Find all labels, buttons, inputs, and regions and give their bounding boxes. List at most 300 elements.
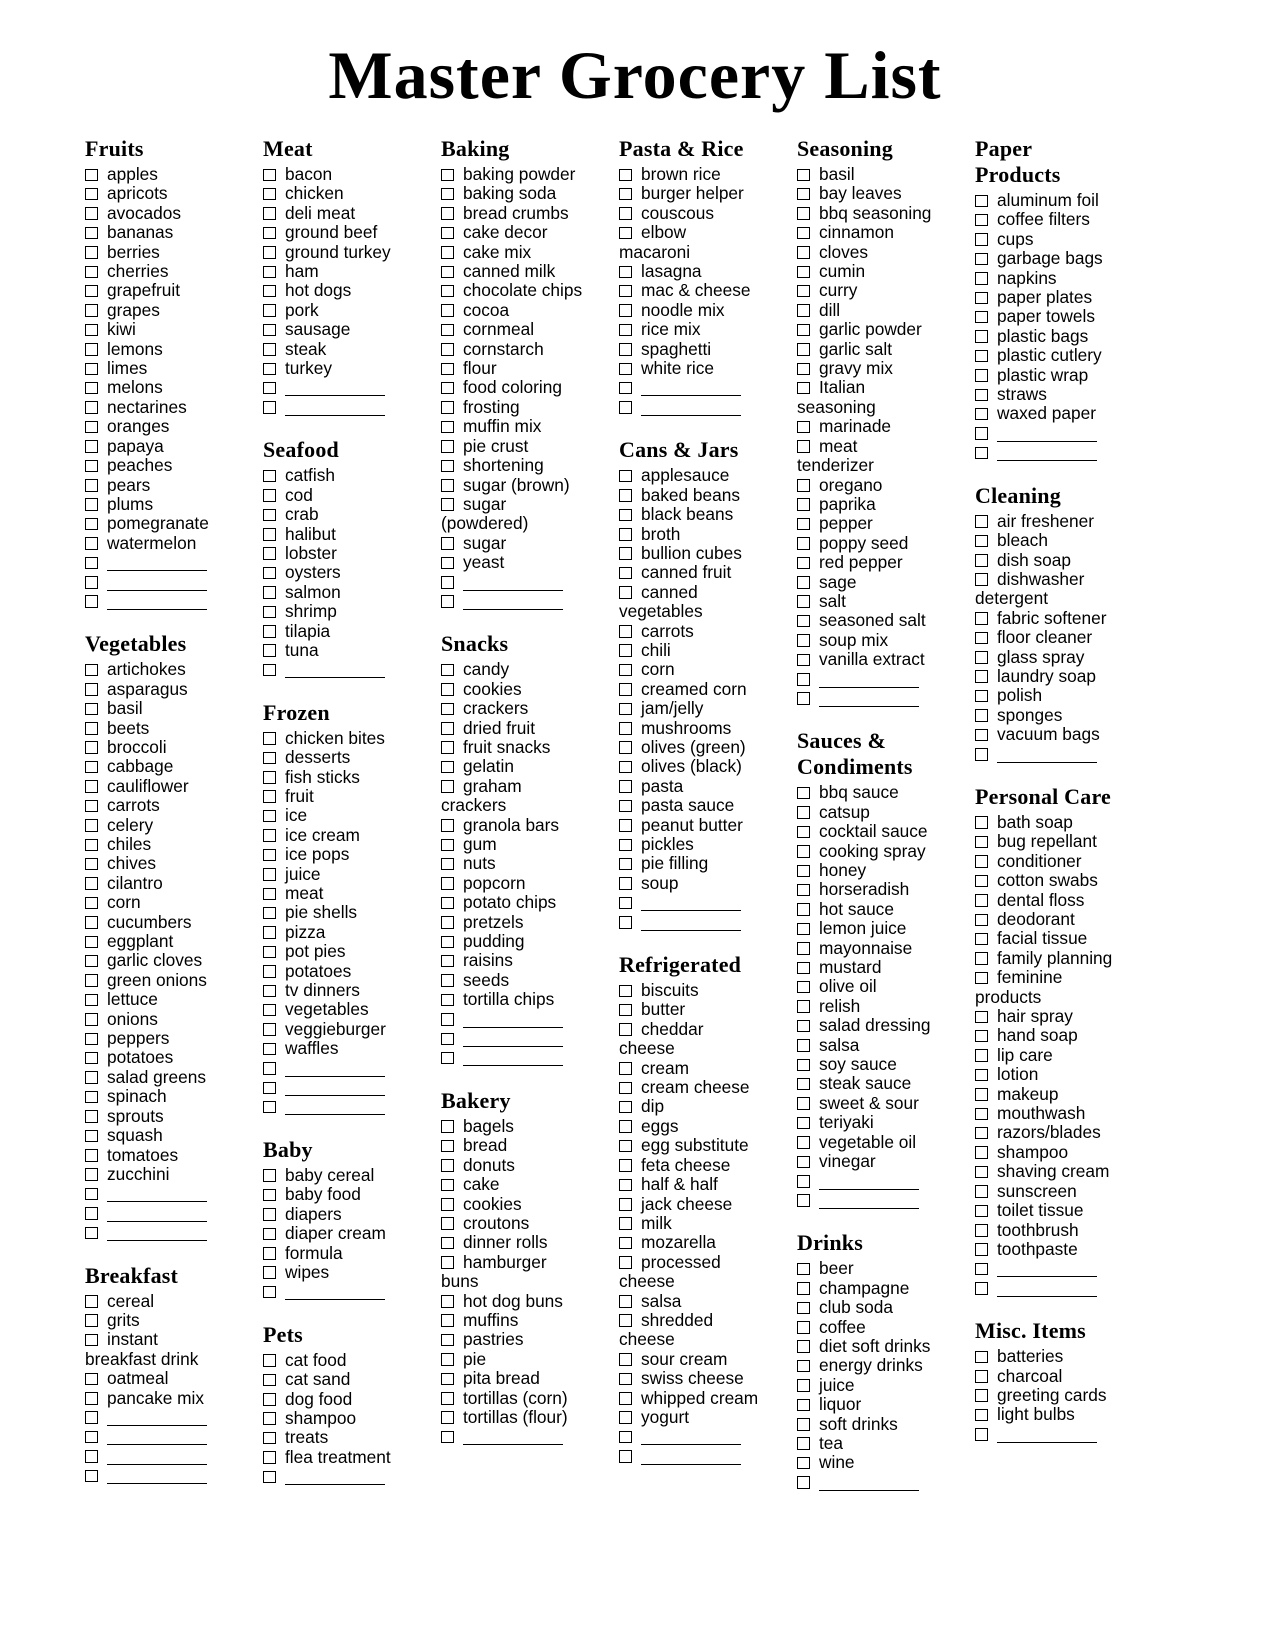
checkbox-icon[interactable] xyxy=(85,683,98,696)
write-in-line[interactable] xyxy=(285,382,385,396)
checkbox-icon[interactable] xyxy=(619,188,632,201)
checkbox-icon[interactable] xyxy=(263,188,276,201)
checkbox-icon[interactable] xyxy=(85,703,98,716)
checkbox-icon[interactable] xyxy=(797,595,810,608)
checkbox-icon[interactable] xyxy=(975,1243,988,1256)
checkbox-icon[interactable] xyxy=(975,369,988,382)
write-in-line[interactable] xyxy=(997,447,1097,461)
checkbox-icon[interactable] xyxy=(975,1224,988,1237)
checkbox-icon[interactable] xyxy=(975,1282,988,1295)
checkbox-icon[interactable] xyxy=(85,1071,98,1084)
checkbox-icon[interactable] xyxy=(975,1428,988,1441)
checkbox-icon[interactable] xyxy=(85,207,98,220)
write-in-line[interactable] xyxy=(819,674,919,688)
write-in-line[interactable] xyxy=(107,1188,207,1202)
checkbox-icon[interactable] xyxy=(263,1082,276,1095)
checkbox-icon[interactable] xyxy=(85,955,98,968)
checkbox-icon[interactable] xyxy=(797,1117,810,1130)
checkbox-icon[interactable] xyxy=(797,865,810,878)
write-in-line[interactable] xyxy=(463,1014,563,1028)
checkbox-icon[interactable] xyxy=(441,1033,454,1046)
checkbox-icon[interactable] xyxy=(263,1247,276,1260)
write-in-line[interactable] xyxy=(463,577,563,591)
checkbox-icon[interactable] xyxy=(441,664,454,677)
checkbox-icon[interactable] xyxy=(619,470,632,483)
write-in-line[interactable] xyxy=(463,1052,563,1066)
write-in-line[interactable] xyxy=(463,1431,563,1445)
checkbox-icon[interactable] xyxy=(263,664,276,677)
checkbox-icon[interactable] xyxy=(441,557,454,570)
checkbox-icon[interactable] xyxy=(263,285,276,298)
checkbox-icon[interactable] xyxy=(85,401,98,414)
checkbox-icon[interactable] xyxy=(975,933,988,946)
checkbox-icon[interactable] xyxy=(975,573,988,586)
checkbox-icon[interactable] xyxy=(263,547,276,560)
checkbox-icon[interactable] xyxy=(619,1373,632,1386)
checkbox-icon[interactable] xyxy=(797,1263,810,1276)
checkbox-icon[interactable] xyxy=(619,1256,632,1269)
checkbox-icon[interactable] xyxy=(619,1101,632,1114)
checkbox-icon[interactable] xyxy=(975,651,988,664)
checkbox-icon[interactable] xyxy=(85,557,98,570)
checkbox-icon[interactable] xyxy=(975,535,988,548)
checkbox-icon[interactable] xyxy=(441,169,454,182)
checkbox-icon[interactable] xyxy=(441,819,454,832)
checkbox-icon[interactable] xyxy=(975,914,988,927)
checkbox-icon[interactable] xyxy=(263,266,276,279)
checkbox-icon[interactable] xyxy=(85,839,98,852)
checkbox-icon[interactable] xyxy=(619,1082,632,1095)
checkbox-icon[interactable] xyxy=(975,1146,988,1159)
checkbox-icon[interactable] xyxy=(85,1052,98,1065)
checkbox-icon[interactable] xyxy=(619,169,632,182)
checkbox-icon[interactable] xyxy=(619,1120,632,1133)
checkbox-icon[interactable] xyxy=(263,946,276,959)
checkbox-icon[interactable] xyxy=(263,1228,276,1241)
checkbox-icon[interactable] xyxy=(85,1013,98,1026)
checkbox-icon[interactable] xyxy=(797,557,810,570)
checkbox-icon[interactable] xyxy=(619,547,632,560)
checkbox-icon[interactable] xyxy=(619,1450,632,1463)
checkbox-icon[interactable] xyxy=(263,382,276,395)
checkbox-icon[interactable] xyxy=(263,1432,276,1445)
checkbox-icon[interactable] xyxy=(85,1091,98,1104)
checkbox-icon[interactable] xyxy=(441,363,454,376)
checkbox-icon[interactable] xyxy=(797,903,810,916)
checkbox-icon[interactable] xyxy=(797,266,810,279)
checkbox-icon[interactable] xyxy=(263,207,276,220)
checkbox-icon[interactable] xyxy=(619,1353,632,1366)
checkbox-icon[interactable] xyxy=(85,994,98,1007)
write-in-line[interactable] xyxy=(107,1412,207,1426)
checkbox-icon[interactable] xyxy=(85,800,98,813)
checkbox-icon[interactable] xyxy=(441,780,454,793)
checkbox-icon[interactable] xyxy=(263,752,276,765)
checkbox-icon[interactable] xyxy=(797,285,810,298)
checkbox-icon[interactable] xyxy=(263,1169,276,1182)
checkbox-icon[interactable] xyxy=(263,849,276,862)
checkbox-icon[interactable] xyxy=(441,440,454,453)
checkbox-icon[interactable] xyxy=(797,1379,810,1392)
checkbox-icon[interactable] xyxy=(441,421,454,434)
checkbox-icon[interactable] xyxy=(619,304,632,317)
checkbox-icon[interactable] xyxy=(797,304,810,317)
checkbox-icon[interactable] xyxy=(441,1373,454,1386)
checkbox-icon[interactable] xyxy=(975,1030,988,1043)
write-in-line[interactable] xyxy=(107,577,207,591)
checkbox-icon[interactable] xyxy=(85,1470,98,1483)
checkbox-icon[interactable] xyxy=(797,1175,810,1188)
checkbox-icon[interactable] xyxy=(797,363,810,376)
checkbox-icon[interactable] xyxy=(263,829,276,842)
checkbox-icon[interactable] xyxy=(975,554,988,567)
checkbox-icon[interactable] xyxy=(85,1411,98,1424)
checkbox-icon[interactable] xyxy=(619,1198,632,1211)
checkbox-icon[interactable] xyxy=(619,683,632,696)
checkbox-icon[interactable] xyxy=(263,304,276,317)
checkbox-icon[interactable] xyxy=(441,916,454,929)
checkbox-icon[interactable] xyxy=(441,1295,454,1308)
checkbox-icon[interactable] xyxy=(975,408,988,421)
checkbox-icon[interactable] xyxy=(263,489,276,502)
checkbox-icon[interactable] xyxy=(85,537,98,550)
checkbox-icon[interactable] xyxy=(441,1217,454,1230)
checkbox-icon[interactable] xyxy=(263,363,276,376)
checkbox-icon[interactable] xyxy=(441,1237,454,1250)
checkbox-icon[interactable] xyxy=(441,722,454,735)
checkbox-icon[interactable] xyxy=(85,916,98,929)
checkbox-icon[interactable] xyxy=(263,606,276,619)
checkbox-icon[interactable] xyxy=(85,780,98,793)
checkbox-icon[interactable] xyxy=(263,567,276,580)
checkbox-icon[interactable] xyxy=(975,272,988,285)
checkbox-icon[interactable] xyxy=(619,343,632,356)
checkbox-icon[interactable] xyxy=(441,703,454,716)
checkbox-icon[interactable] xyxy=(263,470,276,483)
checkbox-icon[interactable] xyxy=(263,810,276,823)
checkbox-icon[interactable] xyxy=(263,1471,276,1484)
write-in-line[interactable] xyxy=(285,664,385,678)
checkbox-icon[interactable] xyxy=(441,401,454,414)
checkbox-icon[interactable] xyxy=(85,421,98,434)
checkbox-icon[interactable] xyxy=(441,974,454,987)
checkbox-icon[interactable] xyxy=(619,1179,632,1192)
checkbox-icon[interactable] xyxy=(441,1013,454,1026)
checkbox-icon[interactable] xyxy=(441,207,454,220)
checkbox-icon[interactable] xyxy=(797,673,810,686)
checkbox-icon[interactable] xyxy=(441,741,454,754)
checkbox-icon[interactable] xyxy=(797,518,810,531)
write-in-line[interactable] xyxy=(107,1208,207,1222)
checkbox-icon[interactable] xyxy=(85,188,98,201)
checkbox-icon[interactable] xyxy=(85,1227,98,1240)
checkbox-icon[interactable] xyxy=(797,806,810,819)
checkbox-icon[interactable] xyxy=(619,1023,632,1036)
checkbox-icon[interactable] xyxy=(975,214,988,227)
checkbox-icon[interactable] xyxy=(797,1437,810,1450)
checkbox-icon[interactable] xyxy=(975,836,988,849)
checkbox-icon[interactable] xyxy=(441,188,454,201)
checkbox-icon[interactable] xyxy=(441,1140,454,1153)
checkbox-icon[interactable] xyxy=(797,421,810,434)
write-in-line[interactable] xyxy=(463,596,563,610)
checkbox-icon[interactable] xyxy=(797,479,810,492)
checkbox-icon[interactable] xyxy=(441,1052,454,1065)
checkbox-icon[interactable] xyxy=(975,1389,988,1402)
checkbox-icon[interactable] xyxy=(441,683,454,696)
checkbox-icon[interactable] xyxy=(85,1207,98,1220)
checkbox-icon[interactable] xyxy=(441,479,454,492)
checkbox-icon[interactable] xyxy=(441,1179,454,1192)
checkbox-icon[interactable] xyxy=(619,1295,632,1308)
checkbox-icon[interactable] xyxy=(85,664,98,677)
checkbox-icon[interactable] xyxy=(441,858,454,871)
checkbox-icon[interactable] xyxy=(975,952,988,965)
checkbox-icon[interactable] xyxy=(797,246,810,259)
checkbox-icon[interactable] xyxy=(263,644,276,657)
checkbox-icon[interactable] xyxy=(975,515,988,528)
checkbox-icon[interactable] xyxy=(85,595,98,608)
checkbox-icon[interactable] xyxy=(619,985,632,998)
checkbox-icon[interactable] xyxy=(85,936,98,949)
checkbox-icon[interactable] xyxy=(797,207,810,220)
checkbox-icon[interactable] xyxy=(263,246,276,259)
checkbox-icon[interactable] xyxy=(85,761,98,774)
checkbox-icon[interactable] xyxy=(441,1120,454,1133)
checkbox-icon[interactable] xyxy=(975,350,988,363)
checkbox-icon[interactable] xyxy=(619,1159,632,1172)
checkbox-icon[interactable] xyxy=(619,509,632,522)
checkbox-icon[interactable] xyxy=(975,612,988,625)
checkbox-icon[interactable] xyxy=(975,1049,988,1062)
checkbox-icon[interactable] xyxy=(263,907,276,920)
write-in-line[interactable] xyxy=(641,917,741,931)
checkbox-icon[interactable] xyxy=(975,972,988,985)
checkbox-icon[interactable] xyxy=(975,1108,988,1121)
checkbox-icon[interactable] xyxy=(441,955,454,968)
checkbox-icon[interactable] xyxy=(85,382,98,395)
checkbox-icon[interactable] xyxy=(263,169,276,182)
checkbox-icon[interactable] xyxy=(441,1159,454,1172)
checkbox-icon[interactable] xyxy=(263,1412,276,1425)
checkbox-icon[interactable] xyxy=(797,942,810,955)
checkbox-icon[interactable] xyxy=(797,1059,810,1072)
checkbox-icon[interactable] xyxy=(619,401,632,414)
checkbox-icon[interactable] xyxy=(85,877,98,890)
checkbox-icon[interactable] xyxy=(975,311,988,324)
checkbox-icon[interactable] xyxy=(975,1069,988,1082)
checkbox-icon[interactable] xyxy=(619,761,632,774)
checkbox-icon[interactable] xyxy=(441,498,454,511)
checkbox-icon[interactable] xyxy=(797,962,810,975)
checkbox-icon[interactable] xyxy=(441,266,454,279)
checkbox-icon[interactable] xyxy=(797,227,810,240)
checkbox-icon[interactable] xyxy=(619,1140,632,1153)
write-in-line[interactable] xyxy=(285,1063,385,1077)
checkbox-icon[interactable] xyxy=(975,1011,988,1024)
checkbox-icon[interactable] xyxy=(263,1043,276,1056)
checkbox-icon[interactable] xyxy=(85,1168,98,1181)
checkbox-icon[interactable] xyxy=(441,1431,454,1444)
checkbox-icon[interactable] xyxy=(797,884,810,897)
checkbox-icon[interactable] xyxy=(263,509,276,522)
checkbox-icon[interactable] xyxy=(263,1004,276,1017)
checkbox-icon[interactable] xyxy=(619,916,632,929)
checkbox-icon[interactable] xyxy=(263,1101,276,1114)
checkbox-icon[interactable] xyxy=(441,343,454,356)
checkbox-icon[interactable] xyxy=(797,343,810,356)
checkbox-icon[interactable] xyxy=(85,1110,98,1123)
checkbox-icon[interactable] xyxy=(85,1188,98,1201)
checkbox-icon[interactable] xyxy=(797,826,810,839)
checkbox-icon[interactable] xyxy=(263,771,276,784)
checkbox-icon[interactable] xyxy=(441,936,454,949)
write-in-line[interactable] xyxy=(107,1431,207,1445)
checkbox-icon[interactable] xyxy=(619,1062,632,1075)
checkbox-icon[interactable] xyxy=(263,1374,276,1387)
write-in-line[interactable] xyxy=(641,1451,741,1465)
checkbox-icon[interactable] xyxy=(975,1205,988,1218)
write-in-line[interactable] xyxy=(285,402,385,416)
checkbox-icon[interactable] xyxy=(797,654,810,667)
checkbox-icon[interactable] xyxy=(85,460,98,473)
checkbox-icon[interactable] xyxy=(619,741,632,754)
checkbox-icon[interactable] xyxy=(441,1198,454,1211)
write-in-line[interactable] xyxy=(285,1286,385,1300)
checkbox-icon[interactable] xyxy=(85,1033,98,1046)
checkbox-icon[interactable] xyxy=(975,389,988,402)
checkbox-icon[interactable] xyxy=(85,1295,98,1308)
write-in-line[interactable] xyxy=(107,1451,207,1465)
checkbox-icon[interactable] xyxy=(797,1000,810,1013)
checkbox-icon[interactable] xyxy=(975,729,988,742)
checkbox-icon[interactable] xyxy=(975,1127,988,1140)
checkbox-icon[interactable] xyxy=(975,875,988,888)
write-in-line[interactable] xyxy=(641,1431,741,1445)
checkbox-icon[interactable] xyxy=(619,363,632,376)
checkbox-icon[interactable] xyxy=(797,1399,810,1412)
checkbox-icon[interactable] xyxy=(975,1351,988,1364)
checkbox-icon[interactable] xyxy=(263,1189,276,1202)
checkbox-icon[interactable] xyxy=(619,489,632,502)
checkbox-icon[interactable] xyxy=(797,440,810,453)
checkbox-icon[interactable] xyxy=(441,537,454,550)
checkbox-icon[interactable] xyxy=(797,981,810,994)
checkbox-icon[interactable] xyxy=(797,1457,810,1470)
checkbox-icon[interactable] xyxy=(797,1302,810,1315)
checkbox-icon[interactable] xyxy=(797,576,810,589)
checkbox-icon[interactable] xyxy=(975,1166,988,1179)
checkbox-icon[interactable] xyxy=(441,1334,454,1347)
write-in-line[interactable] xyxy=(641,897,741,911)
checkbox-icon[interactable] xyxy=(619,528,632,541)
checkbox-icon[interactable] xyxy=(85,1314,98,1327)
checkbox-icon[interactable] xyxy=(797,787,810,800)
checkbox-icon[interactable] xyxy=(975,292,988,305)
checkbox-icon[interactable] xyxy=(441,382,454,395)
checkbox-icon[interactable] xyxy=(85,1450,98,1463)
checkbox-icon[interactable] xyxy=(85,1334,98,1347)
checkbox-icon[interactable] xyxy=(619,1237,632,1250)
checkbox-icon[interactable] xyxy=(441,1314,454,1327)
checkbox-icon[interactable] xyxy=(619,664,632,677)
checkbox-icon[interactable] xyxy=(85,1149,98,1162)
checkbox-icon[interactable] xyxy=(797,537,810,550)
checkbox-icon[interactable] xyxy=(975,1370,988,1383)
checkbox-icon[interactable] xyxy=(797,169,810,182)
checkbox-icon[interactable] xyxy=(619,1004,632,1017)
checkbox-icon[interactable] xyxy=(441,994,454,1007)
checkbox-icon[interactable] xyxy=(85,246,98,259)
checkbox-icon[interactable] xyxy=(441,227,454,240)
checkbox-icon[interactable] xyxy=(85,1392,98,1405)
checkbox-icon[interactable] xyxy=(85,1130,98,1143)
checkbox-icon[interactable] xyxy=(619,324,632,337)
checkbox-icon[interactable] xyxy=(441,839,454,852)
checkbox-icon[interactable] xyxy=(619,207,632,220)
checkbox-icon[interactable] xyxy=(441,761,454,774)
checkbox-icon[interactable] xyxy=(975,195,988,208)
checkbox-icon[interactable] xyxy=(619,382,632,395)
checkbox-icon[interactable] xyxy=(619,1431,632,1444)
checkbox-icon[interactable] xyxy=(975,1185,988,1198)
checkbox-icon[interactable] xyxy=(797,923,810,936)
checkbox-icon[interactable] xyxy=(441,897,454,910)
checkbox-icon[interactable] xyxy=(619,625,632,638)
checkbox-icon[interactable] xyxy=(619,586,632,599)
checkbox-icon[interactable] xyxy=(975,1088,988,1101)
checkbox-icon[interactable] xyxy=(441,576,454,589)
checkbox-icon[interactable] xyxy=(975,690,988,703)
checkbox-icon[interactable] xyxy=(263,1286,276,1299)
checkbox-icon[interactable] xyxy=(619,858,632,871)
checkbox-icon[interactable] xyxy=(263,965,276,978)
checkbox-icon[interactable] xyxy=(263,324,276,337)
write-in-line[interactable] xyxy=(641,382,741,396)
checkbox-icon[interactable] xyxy=(619,877,632,890)
write-in-line[interactable] xyxy=(107,1470,207,1484)
checkbox-icon[interactable] xyxy=(263,625,276,638)
checkbox-icon[interactable] xyxy=(441,877,454,890)
checkbox-icon[interactable] xyxy=(797,1340,810,1353)
checkbox-icon[interactable] xyxy=(975,1409,988,1422)
checkbox-icon[interactable] xyxy=(263,888,276,901)
checkbox-icon[interactable] xyxy=(263,1023,276,1036)
write-in-line[interactable] xyxy=(819,1195,919,1209)
checkbox-icon[interactable] xyxy=(85,498,98,511)
checkbox-icon[interactable] xyxy=(797,1039,810,1052)
write-in-line[interactable] xyxy=(819,1176,919,1190)
checkbox-icon[interactable] xyxy=(85,285,98,298)
checkbox-icon[interactable] xyxy=(85,363,98,376)
checkbox-icon[interactable] xyxy=(619,1217,632,1230)
checkbox-icon[interactable] xyxy=(975,1263,988,1276)
checkbox-icon[interactable] xyxy=(797,1194,810,1207)
checkbox-icon[interactable] xyxy=(85,479,98,492)
checkbox-icon[interactable] xyxy=(975,330,988,343)
write-in-line[interactable] xyxy=(285,1082,385,1096)
checkbox-icon[interactable] xyxy=(975,233,988,246)
checkbox-icon[interactable] xyxy=(797,1282,810,1295)
write-in-line[interactable] xyxy=(107,557,207,571)
checkbox-icon[interactable] xyxy=(85,1373,98,1386)
checkbox-icon[interactable] xyxy=(263,401,276,414)
checkbox-icon[interactable] xyxy=(263,985,276,998)
checkbox-icon[interactable] xyxy=(619,1411,632,1424)
checkbox-icon[interactable] xyxy=(441,595,454,608)
checkbox-icon[interactable] xyxy=(797,615,810,628)
checkbox-icon[interactable] xyxy=(441,324,454,337)
